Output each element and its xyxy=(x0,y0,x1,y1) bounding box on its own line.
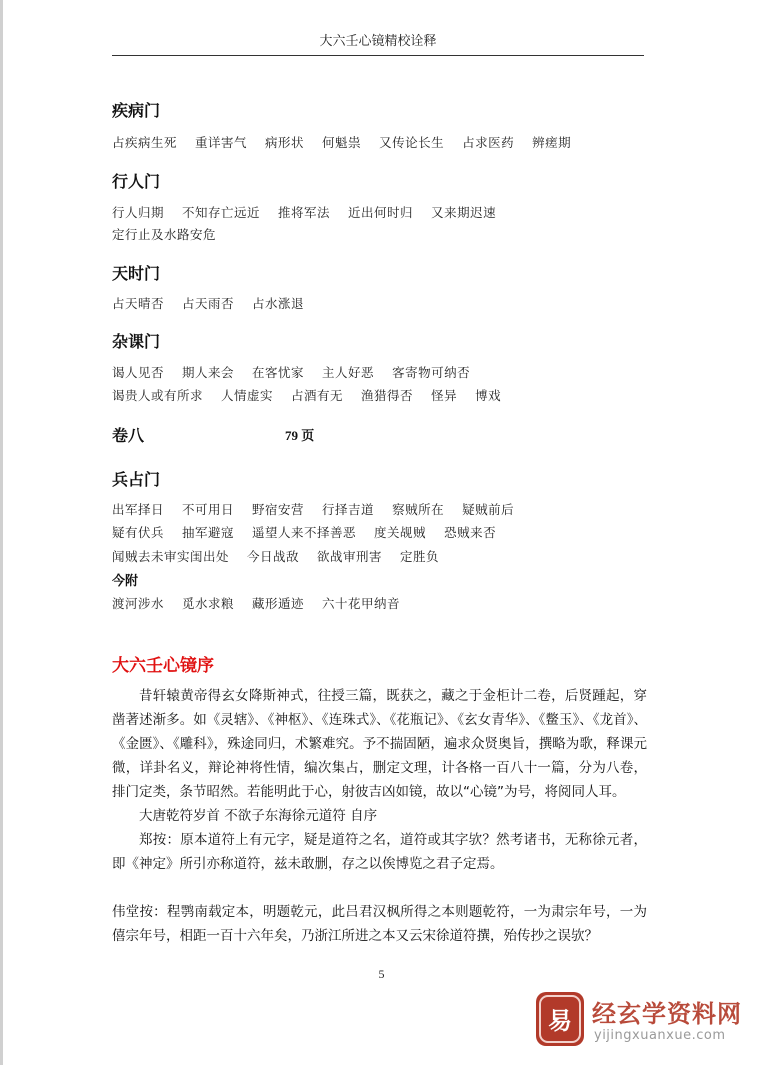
topic-item: 定胜负 xyxy=(400,549,440,564)
section-illness-title: 疾病门 xyxy=(112,101,161,120)
topic-item: 不知存亡远近 xyxy=(182,205,261,220)
topic-item: 闻贼去未审实闺出处 xyxy=(112,549,230,564)
section-travel-title: 行人门 xyxy=(112,172,161,191)
topic-item: 藏形遁迹 xyxy=(252,596,305,611)
section-military-title: 兵占门 xyxy=(112,470,161,489)
topic-item: 度关觇贼 xyxy=(374,525,427,540)
topic-item: 渔猎得否 xyxy=(361,388,414,403)
topic-item: 近出何时归 xyxy=(348,205,414,220)
topic-item: 主人好恶 xyxy=(322,365,375,380)
section-illness-line-1 xyxy=(112,133,571,151)
topic-item: 推将军法 xyxy=(278,205,331,220)
topic-item: 渡河涉水 xyxy=(112,596,165,611)
topic-item: 博戏 xyxy=(475,388,502,403)
topic-item: 定行止及水路安危 xyxy=(112,227,217,242)
site-watermark xyxy=(536,992,756,1054)
page-edge xyxy=(0,0,3,1065)
topic-item: 病形状 xyxy=(265,135,305,150)
appendix-title: 今附 xyxy=(112,574,139,589)
topic-item: 占酒有无 xyxy=(291,388,344,403)
preface-paragraph: 昔轩辕黄帝得玄女降斯神式，往授三篇，既获之，藏之于金柜计二卷，后贤踵起，穿凿著述渐多。如《灵辖》、《神枢》、《连珠式》、《花瓶记》、《玄女青华》、《鳖玉》、《龙首》、《金匮》、《雕科》，殊途同归，术繁难究。予不揣固陋，遍求众贤奥旨，撰略为歌，释课元微，详卦名义，辩论神将性情，编次集占，删定文理，计各格一百八十一篇，分为八卷，排门定类，条节昭然。若能明此于心，射彼吉凶如镜，故以“心镜”为号，将阅同人耳。 xyxy=(112,688,647,800)
section-misc-line-2 xyxy=(112,386,501,404)
topic-item: 占天雨否 xyxy=(182,296,235,311)
volume-title: 卷八 xyxy=(112,426,145,445)
section-misc-line-1 xyxy=(112,363,470,381)
topic-item: 疑贼前后 xyxy=(462,502,515,517)
page-header-title: 大六壬心镜精校诠释 xyxy=(319,34,437,49)
topic-item: 欲战审刑害 xyxy=(317,549,383,564)
topic-item: 察贼所在 xyxy=(392,502,445,517)
topic-item: 行人归期 xyxy=(112,205,165,220)
topic-item: 觅水求粮 xyxy=(182,596,235,611)
topic-item: 客寄物可纳否 xyxy=(392,365,471,380)
section-military-line-2 xyxy=(112,523,496,541)
page-number: 5 xyxy=(378,967,385,981)
section-military-line-3 xyxy=(112,547,439,565)
volume-page-number: 79 页 xyxy=(285,428,315,443)
topic-item: 辨瘥期 xyxy=(532,135,572,150)
watermark-logo-glyph: 易 xyxy=(548,1007,572,1035)
topic-item: 行择吉道 xyxy=(322,502,375,517)
topic-item: 六十花甲纳音 xyxy=(322,596,401,611)
topic-item: 何魁祟 xyxy=(322,135,362,150)
topic-item: 占疾病生死 xyxy=(112,135,178,150)
section-weather-title: 天时门 xyxy=(112,264,161,283)
topic-item: 重详害气 xyxy=(195,135,248,150)
topic-item: 恐贼来否 xyxy=(444,525,497,540)
preface-author-line: 大唐乾符岁首 不欲子东海徐元道符 自序 xyxy=(139,808,378,824)
topic-item: 不可用日 xyxy=(182,502,235,517)
section-misc-title: 杂课门 xyxy=(112,332,161,351)
appendix-line-1 xyxy=(112,594,400,612)
topic-item: 又来期迟速 xyxy=(431,205,497,220)
topic-item: 又传论长生 xyxy=(379,135,445,150)
topic-item: 占天晴否 xyxy=(112,296,165,311)
topic-item: 今日战敌 xyxy=(247,549,300,564)
watermark-site-name: 经玄学资料网 xyxy=(592,1000,742,1028)
editor-note-zheng: 郑按：原本道符上有元字，疑是道符之名，道符或其字欤？然考诸书，无称徐元者，即《神定》所引亦称道符，兹未敢删，存之以俟博览之君子定焉。 xyxy=(112,832,647,872)
section-military-line-1 xyxy=(112,500,514,518)
topic-item: 谒人见否 xyxy=(112,365,165,380)
topic-item: 野宿安营 xyxy=(252,502,305,517)
editor-note-weitang: 伟堂按：程鹗南载定本，明题乾元，此吕君汉枫所得之本则题乾符，一为肃宗年号，一为僖宗年号，相距一百十六年矣，乃浙江所进之本又云宋徐道符撰，殆传抄之误欤？ xyxy=(112,904,647,944)
topic-item: 出军择日 xyxy=(112,502,165,517)
section-travel-line-1 xyxy=(112,203,496,221)
topic-item: 遥望人来不择善恶 xyxy=(252,525,357,540)
section-weather-line-1 xyxy=(112,294,304,312)
topic-item: 怪异 xyxy=(431,388,458,403)
topic-item: 占水涨退 xyxy=(252,296,305,311)
topic-item: 抽军避寇 xyxy=(182,525,235,540)
watermark-logo-icon xyxy=(536,992,584,1046)
watermark-site-url: yijingxuanxue.com xyxy=(594,1028,726,1043)
section-travel-line-2 xyxy=(112,225,216,243)
topic-item: 人情虚实 xyxy=(221,388,274,403)
topic-item: 谒贵人或有所求 xyxy=(112,388,204,403)
topic-item: 在客忧家 xyxy=(252,365,305,380)
topic-item: 占求医药 xyxy=(462,135,515,150)
preface-title: 大六壬心镜序 xyxy=(112,656,214,676)
header-rule xyxy=(112,55,644,56)
topic-item: 期人来会 xyxy=(182,365,235,380)
topic-item: 疑有伏兵 xyxy=(112,525,165,540)
